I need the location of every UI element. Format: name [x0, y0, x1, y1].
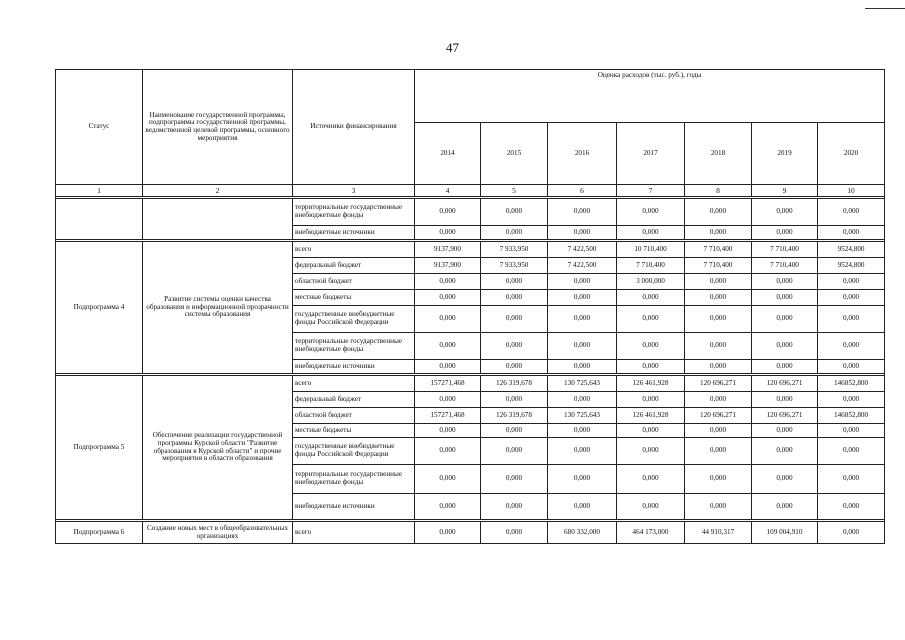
row-value: 0,000 — [617, 360, 685, 374]
column-number: 7 — [617, 185, 685, 197]
row-value: 0,000 — [481, 494, 548, 520]
row-value: 0,000 — [685, 290, 752, 306]
row-value: 146852,800 — [818, 376, 885, 392]
row-value: 0,000 — [481, 199, 548, 226]
row-value: 0,000 — [617, 494, 685, 520]
row-value: 0,000 — [818, 360, 885, 374]
row-value: 0,000 — [685, 306, 752, 333]
row-source: всего — [293, 242, 415, 258]
row-value: 0,000 — [415, 424, 481, 438]
table-row — [56, 522, 885, 544]
header-status: Статус — [56, 70, 143, 185]
row-value: 0,000 — [685, 199, 752, 226]
row-value: 0,000 — [415, 274, 481, 290]
row-value: 0,000 — [818, 522, 885, 544]
row-value: 0,000 — [415, 438, 481, 465]
row-value: 120 696,271 — [752, 408, 818, 424]
row-value: 0,000 — [752, 199, 818, 226]
row-value: 0,000 — [481, 360, 548, 374]
row-value: 7 710,400 — [752, 258, 818, 274]
row-value: 0,000 — [752, 306, 818, 333]
header-name: Наименование государственной программы, подпрограммы государственной программы, ведомственной целевой программы, основного мероприятия — [143, 70, 293, 185]
row-value: 0,000 — [617, 199, 685, 226]
row-source: территориальные государственные внебюджетные фонды — [293, 465, 415, 494]
header-year: 2018 — [685, 123, 752, 185]
row-value: 9137,900 — [415, 258, 481, 274]
row-value: 109 004,910 — [752, 522, 818, 544]
row-status — [56, 199, 143, 240]
row-value: 126 319,678 — [481, 376, 548, 392]
row-value: 0,000 — [818, 424, 885, 438]
row-source: внебюджетные источники — [293, 226, 415, 240]
row-value: 0,000 — [617, 290, 685, 306]
row-value: 0,000 — [752, 494, 818, 520]
row-value: 680 332,000 — [548, 522, 617, 544]
row-value: 0,000 — [548, 199, 617, 226]
row-name: Создание новых мест в общеобразовательных организациях — [143, 522, 293, 544]
row-source: областной бюджет — [293, 408, 415, 424]
row-value: 0,000 — [752, 438, 818, 465]
row-value: 126 461,928 — [617, 408, 685, 424]
row-value: 0,000 — [818, 438, 885, 465]
row-value: 0,000 — [617, 333, 685, 360]
row-value: 0,000 — [415, 522, 481, 544]
row-value: 0,000 — [481, 424, 548, 438]
row-value: 0,000 — [818, 306, 885, 333]
row-value: 464 173,000 — [617, 522, 685, 544]
row-value: 157271,468 — [415, 408, 481, 424]
row-value: 146852,800 — [818, 408, 885, 424]
row-source: государственные внебюджетные фонды Российской Федерации — [293, 306, 415, 333]
row-value: 0,000 — [818, 392, 885, 408]
row-value: 7 710,400 — [617, 258, 685, 274]
row-value: 0,000 — [818, 290, 885, 306]
row-value: 0,000 — [685, 465, 752, 494]
row-value: 0,000 — [415, 333, 481, 360]
row-value: 7 422,500 — [548, 258, 617, 274]
row-value: 0,000 — [685, 360, 752, 374]
row-value: 0,000 — [752, 274, 818, 290]
row-value: 0,000 — [481, 392, 548, 408]
row-value: 44 910,317 — [685, 522, 752, 544]
row-value: 0,000 — [617, 438, 685, 465]
column-number: 1 — [56, 185, 143, 197]
row-value: 0,000 — [818, 494, 885, 520]
row-value: 0,000 — [752, 465, 818, 494]
row-value: 0,000 — [548, 438, 617, 465]
row-value: 0,000 — [415, 199, 481, 226]
row-value: 120 696,271 — [685, 408, 752, 424]
row-value: 0,000 — [685, 274, 752, 290]
row-value: 0,000 — [685, 438, 752, 465]
row-value: 0,000 — [617, 226, 685, 240]
header-year: 2015 — [481, 123, 548, 185]
row-source: федеральный бюджет — [293, 258, 415, 274]
row-value: 0,000 — [415, 360, 481, 374]
row-status: Подпрограмма 5 — [56, 376, 143, 520]
table-row — [56, 242, 885, 258]
row-name: Развитие системы оценки качества образования и информационной прозрачности системы образования — [143, 242, 293, 374]
column-number: 8 — [685, 185, 752, 197]
row-value: 0,000 — [548, 290, 617, 306]
row-value: 0,000 — [818, 199, 885, 226]
row-name — [143, 199, 293, 240]
row-value: 0,000 — [548, 360, 617, 374]
row-source: всего — [293, 376, 415, 392]
row-value: 0,000 — [617, 424, 685, 438]
row-value: 0,000 — [685, 424, 752, 438]
row-value: 130 725,643 — [548, 376, 617, 392]
row-value: 0,000 — [752, 333, 818, 360]
row-value: 0,000 — [548, 494, 617, 520]
row-value: 0,000 — [415, 392, 481, 408]
row-value: 0,000 — [548, 226, 617, 240]
row-value: 0,000 — [617, 465, 685, 494]
row-value: 0,000 — [617, 306, 685, 333]
row-value: 0,000 — [481, 274, 548, 290]
row-value: 0,000 — [752, 226, 818, 240]
header-estimate: Оценка расходов (тыс. руб.), годы — [415, 70, 885, 123]
row-value: 0,000 — [685, 333, 752, 360]
row-value: 0,000 — [415, 465, 481, 494]
row-source: территориальные государственные внебюджетные фонды — [293, 333, 415, 360]
column-number: 3 — [293, 185, 415, 197]
row-value: 0,000 — [481, 465, 548, 494]
row-value: 9524,800 — [818, 242, 885, 258]
header-year: 2014 — [415, 123, 481, 185]
row-value: 0,000 — [818, 274, 885, 290]
row-value: 0,000 — [548, 274, 617, 290]
row-value: 7 710,400 — [685, 258, 752, 274]
row-value: 0,000 — [481, 522, 548, 544]
row-source: местные бюджеты — [293, 290, 415, 306]
row-value: 0,000 — [818, 465, 885, 494]
row-value: 0,000 — [548, 306, 617, 333]
row-value: 0,000 — [752, 360, 818, 374]
column-number: 10 — [818, 185, 885, 197]
header-year: 2017 — [617, 123, 685, 185]
header-year: 2020 — [818, 123, 885, 185]
row-name: Обеспечение реализации государственной программы Курской области "Развитие образования в Курской области" и прочие мероприятия в области образования — [143, 376, 293, 520]
row-value: 0,000 — [481, 333, 548, 360]
row-value: 0,000 — [752, 424, 818, 438]
row-value: 126 461,928 — [617, 376, 685, 392]
column-number: 5 — [481, 185, 548, 197]
row-source: областной бюджет — [293, 274, 415, 290]
row-source: федеральный бюджет — [293, 392, 415, 408]
row-value: 9524,800 — [818, 258, 885, 274]
row-value: 126 319,678 — [481, 408, 548, 424]
row-value: 0,000 — [415, 306, 481, 333]
top-edge-line — [865, 8, 905, 9]
row-value: 0,000 — [548, 465, 617, 494]
table-row — [56, 199, 885, 226]
row-value: 0,000 — [685, 226, 752, 240]
row-value: 9137,900 — [415, 242, 481, 258]
row-source: государственные внебюджетные фонды Российской Федерации — [293, 438, 415, 465]
row-value: 0,000 — [481, 438, 548, 465]
row-value: 0,000 — [752, 392, 818, 408]
table-row — [56, 376, 885, 392]
row-value: 0,000 — [818, 226, 885, 240]
row-value: 0,000 — [481, 306, 548, 333]
row-source: внебюджетные источники — [293, 360, 415, 374]
row-status: Подпрограмма 4 — [56, 242, 143, 374]
row-value: 0,000 — [685, 494, 752, 520]
row-value: 130 725,643 — [548, 408, 617, 424]
header-year: 2019 — [752, 123, 818, 185]
column-number: 9 — [752, 185, 818, 197]
row-value: 0,000 — [415, 290, 481, 306]
row-value: 0,000 — [415, 494, 481, 520]
row-value: 0,000 — [548, 392, 617, 408]
header-sources: Источники финансирования — [293, 70, 415, 185]
column-number: 6 — [548, 185, 617, 197]
row-source: местные бюджеты — [293, 424, 415, 438]
row-value: 7 710,400 — [685, 242, 752, 258]
row-value: 10 710,400 — [617, 242, 685, 258]
row-value: 7 933,950 — [481, 242, 548, 258]
row-status: Подпрограмма 6 — [56, 522, 143, 544]
row-value: 120 696,271 — [685, 376, 752, 392]
row-value: 0,000 — [752, 290, 818, 306]
row-source: внебюджетные источники — [293, 494, 415, 520]
row-source: территориальные государственные внебюджетные фонды — [293, 199, 415, 226]
row-value: 0,000 — [818, 333, 885, 360]
row-value: 0,000 — [617, 392, 685, 408]
row-value: 0,000 — [415, 226, 481, 240]
row-value: 0,000 — [481, 290, 548, 306]
row-source: всего — [293, 522, 415, 544]
row-value: 7 933,950 — [481, 258, 548, 274]
row-value: 7 710,400 — [752, 242, 818, 258]
row-value: 3 000,000 — [617, 274, 685, 290]
row-value: 7 422,500 — [548, 242, 617, 258]
page-number: 47 — [446, 40, 459, 55]
header-year: 2016 — [548, 123, 617, 185]
row-value: 0,000 — [548, 424, 617, 438]
row-value: 0,000 — [685, 392, 752, 408]
budget-table — [55, 69, 885, 544]
row-value: 0,000 — [548, 333, 617, 360]
row-value: 120 696,271 — [752, 376, 818, 392]
column-number: 2 — [143, 185, 293, 197]
column-number: 4 — [415, 185, 481, 197]
row-value: 0,000 — [481, 226, 548, 240]
row-value: 157271,468 — [415, 376, 481, 392]
